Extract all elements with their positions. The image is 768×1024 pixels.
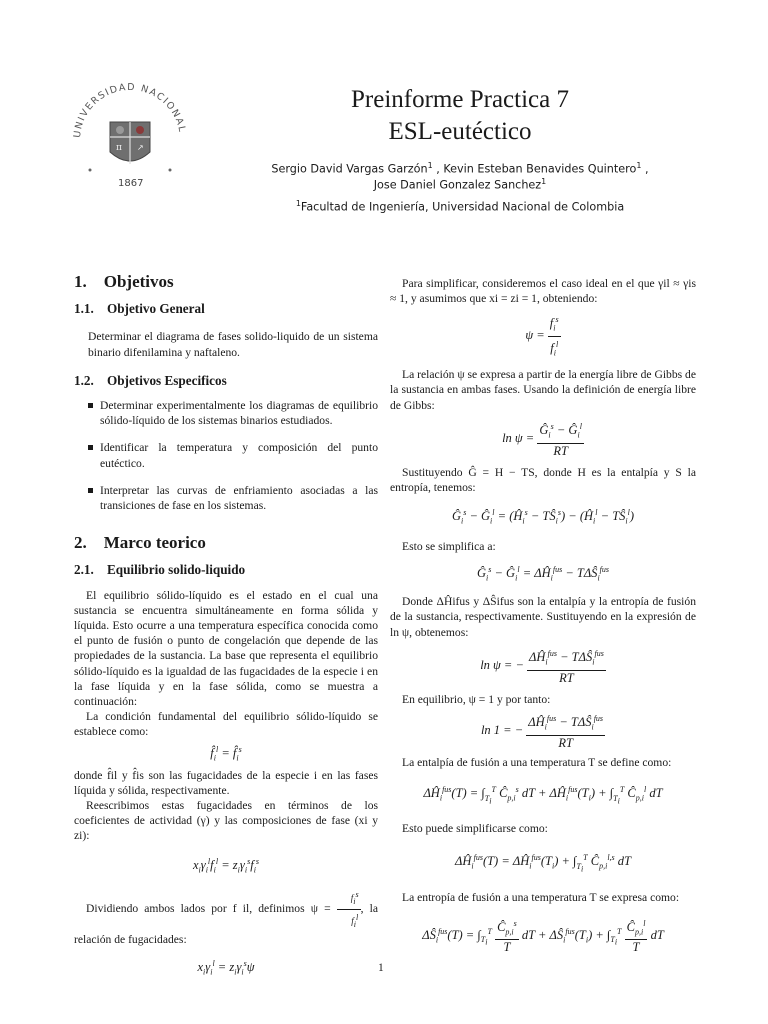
logo-year: 1867 [118, 178, 144, 189]
paragraph-dividiendo: Dividiendo ambos lados por f il, definimos ψ = $\frac{f_i^s}{f_i^l}$ , la relación de fugacidades: [74, 887, 378, 947]
paragraph-reescribimos: Reescribimos estas fugacidades en términos de los coeficientes de actividad (γ) y las composiciones de fase (xi y zi): [74, 798, 378, 843]
equation-ln-one: ln 1 = − $\frac{\Delta Ĥ_i^{fus} - T\Delta Ŝ_i^{fus}}{RT}$ [390, 711, 696, 751]
equation-enthalpy-integral: $\Delta Ĥ_i^{fus}(T) = \int_{T_i}^T$ $Ĉ_{p,i}^s$ dT + $\Delta Ĥ_i^{fus}(T_i) + \int_{T_i}^T$ $Ĉ_{p,i}^l$ dT [423, 785, 663, 806]
svg-text:π: π [116, 143, 122, 153]
paper-title-line2: ESL-eutéctico [388, 118, 532, 145]
paragraph-donde-fugacidades: donde f̂il y f̂is son las fugacidades de la especie i en las fases líquida y sólida, respectivamente. [74, 768, 378, 797]
authors-line1: Sergio David Vargas Garzón$^1$ , Kevin Esteban Benavides Quintero$^1$ , [271, 161, 649, 176]
objetivo-general-text: Determinar el diagrama de fases solido-liquido de un sistema binario difenilamina y naftaleno. [88, 330, 378, 359]
svg-text:↗: ↗ [137, 143, 144, 152]
left-column [74, 274, 378, 987]
paragraph-simplifica: Esto se simplifica a: [402, 540, 496, 554]
equation-enthalpy-simplified: $\Delta Ĥ_i^{fus}(T)$ = $\Delta Ĥ_i^{fus}(T_i) + \int_{T_i}^T$ $Ĉ_{p,i}^{l,s}$ dT [454, 852, 631, 874]
paragraph-simplificar: Para simplificar, consideremos el caso ideal en el que γil ≈ γis ≈ 1, y asumimos que xi = zi = 1, obteniendo: [390, 277, 696, 306]
right-column [390, 276, 696, 966]
section-heading-objetivos: 1. Objetivos [74, 272, 174, 291]
equation-entropy-integral: $\Delta Ŝ_i^{fus}(T) = \int_{T_i}^T$ $\frac{Ĉ_{p,i}^s}{T}$ dT + $\Delta Ŝ_i^{fus}(T_i) + \int_{T_i}^T$ $\frac{Ĉ_{p,i}^l}{T}$ dT [390, 916, 696, 956]
author-1: Sergio David Vargas Garzón [271, 162, 428, 176]
svg-text:UNIVERSIDAD NACIONAL DE COLOMB: UNIVERSIDAD NACIONAL [71, 81, 188, 139]
equation-ln-psi-gibbs: ln ψ = $\frac{Ĝ_i^s - Ĝ_i^l}{RT}$ [390, 419, 696, 459]
authors-line2: Jose Daniel Gonzalez Sanchez$^1$ [373, 177, 547, 192]
equation-gibbs-fusion: $Ĝ_i^s$ − $Ĝ_i^l$ = $\Delta Ĥ_i^{fus}$ − $T\Delta Ŝ_i^{fus}$ [476, 565, 610, 583]
equation-fugacity-equality: $f̂_i^l$ = $f̂_i^s$ [210, 744, 242, 763]
equation-psi-relation: $x_i\gamma_i^l = z_i\gamma_i^s\psi$ [197, 958, 255, 977]
paragraph-simplificarse: Esto puede simplificarse como: [402, 821, 548, 835]
paragraph-condicion: La condición fundamental del equilibrio sólido-líquido se establece como: [74, 710, 378, 739]
section-heading-marco-teorico: 2. Marco teorico [74, 533, 206, 553]
equation-ln-psi-fusion: ln ψ = − $\frac{\Delta Ĥ_i^{fus} - T\Delta Ŝ_i^{fus}}{RT}$ [390, 646, 696, 686]
page-number: 1 [378, 962, 384, 974]
paragraph-relacion-gibbs: La relación ψ se expresa a partir de la energía libre de Gibbs de la sustancia en ambas fases. Usando la definición de energía libre de Gibbs: [390, 368, 696, 412]
subsection-heading-objetivos-especificos: 1.2. Objetivos Especificos [74, 372, 227, 388]
paragraph-entropia-fusion: La entropía de fusión a una temperatura T se expresa como: [402, 891, 680, 905]
paragraph-entalpia-fusion: La entalpía de fusión a una temperatura T se define como: [402, 756, 672, 770]
author-3: Jose Daniel Gonzalez Sanchez [373, 178, 542, 192]
subsection-heading-equilibrio: 2.1. Equilibrio solido-liquido [74, 562, 246, 578]
list-item: Interpretar las curvas de enfriamiento asociadas a las transiciones de fase en los sistemas. [74, 483, 378, 513]
affiliation: $^1$Facultad de Ingeniería, Universidad Nacional de Colombia [295, 199, 625, 214]
author-2: , Kevin Esteban Benavides Quintero [436, 162, 637, 176]
list-item: Determinar experimentalmente los diagramas de equilibrio sólido-líquido de los sistemas binarios estudiados. [74, 398, 378, 428]
equation-gibbs-expansion: $Ĝ_i^s$ − $Ĝ_i^l$ = ($Ĥ_i^s$ − $TŜ_i^s$) − ($Ĥ_i^l$ − $TŜ_i^l$) [451, 508, 635, 526]
university-seal-logo [62, 78, 198, 196]
paragraph-donde-entalpia: Donde ΔĤifus y ΔŜifus son la entalpía y la entropía de fusión de la sustancia, respectivamente. Sustituyendo en la expresión de ln ψ, obtenemos: [390, 595, 696, 639]
paragraph-sustituyendo: Sustituyendo Ĝ = H − TS, donde H es la entalpía y S la entropía, tenemos: [390, 465, 696, 494]
equation-psi-definition: ψ = $\frac{f_i^s}{f_i^l}$ [390, 312, 696, 361]
subsection-heading-objetivo-general: 1.1. Objetivo General [74, 301, 205, 317]
paragraph-equilibrio-intro: El equilibrio sólido-líquido es el estado en el cual una sustancia se encuentra simultáneamente en forma sólida y líquida. Esto ocurre a una temperatura específica conocida como el punto de fusión o punto de congelación que depende de las propiedades de la sustancia. La base que representa el equilibrio sólido-líquido es la igualdad de las fugacidades de la especie i en la fase líquida y en la fase sólida, como se muestra a continuación: [74, 588, 378, 709]
list-item: Identificar la temperatura y composición del punto eutéctico. [74, 440, 378, 470]
equation-activity: $x_i\gamma_i^lf_i^l = z_i\gamma_i^sf_i^s$ [192, 856, 260, 875]
paragraph-en-equilibrio: En equilibrio, ψ = 1 y por tanto: [402, 692, 551, 706]
paper-title-line1: Preinforme Practica 7 [351, 86, 569, 113]
